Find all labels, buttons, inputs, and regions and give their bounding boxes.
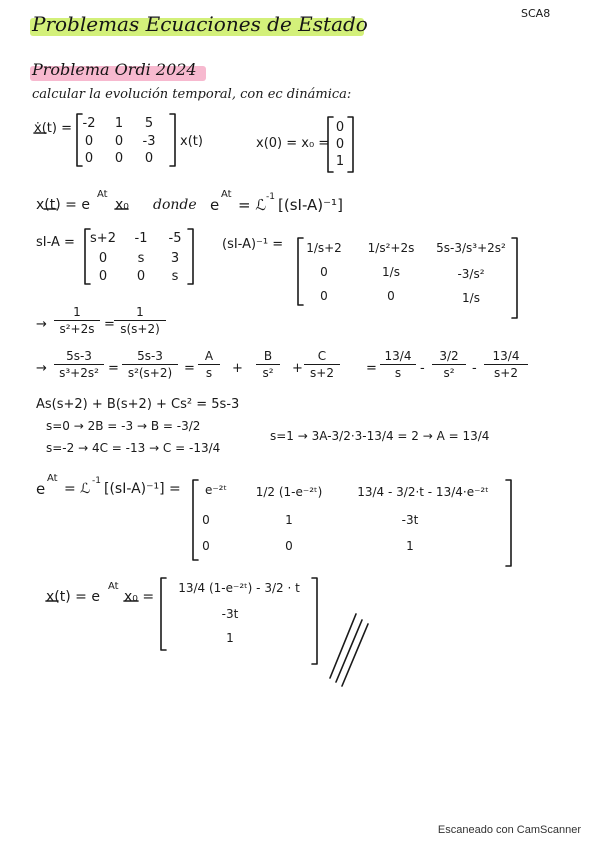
page-title: Problemas Ecuaciones de Estado [32,12,368,36]
frac2-eq3: = [366,361,377,376]
inv-left-bracket [298,238,303,305]
eAt-left-bracket [193,480,198,560]
coef-s0: s=0 → 2B = -3 → B = -3/2 [46,419,201,433]
xt-after-matrix: x(t) [180,134,203,149]
eAt-lhs-rest: = ℒ [64,481,91,497]
laplace-arg: [(sI-A)⁻¹] [278,196,343,214]
frac2-a-den: s³+2s² [59,366,99,380]
A-13: 5 [144,116,154,131]
frac1-d1: s²+2s [59,322,95,336]
sIA-left-bracket [85,229,90,284]
final-3: 1 [226,631,234,645]
eAt-31: 0 [202,539,210,553]
frac2-r1-den: s [394,366,402,380]
frac1-eq: = [104,317,115,332]
frac2-A-den: s [205,366,213,380]
sIA-11: s+2 [90,231,116,246]
coef-s2: s=-2 → 4C = -13 → C = -13/4 [46,441,221,455]
inv-31: 0 [320,289,328,303]
A-matrix-left-bracket [77,114,82,166]
inv-13: 5s-3/s³+2s² [436,241,506,255]
frac2-r3-den: s+2 [494,366,518,380]
A-33: 0 [144,151,154,166]
eAt-lhs-exp: At [47,473,58,484]
eAt-lhs-e: e [36,480,46,498]
problem-title: Problema Ordi 2024 [32,60,197,79]
sIA-12: -1 [134,231,148,246]
coef-equation: As(s+2) + B(s+2) + Cs² = 5s-3 [36,397,240,412]
frac1-n2: 1 [114,306,166,321]
sIA-33: s [171,269,179,284]
inv-11: 1/s+2 [306,241,342,255]
x0-2: 0 [335,137,345,152]
frac2-minus2: - [472,361,477,376]
eAt-lhs-inv: -1 [92,476,101,486]
coef-s1: s=1 → 3A-3/2·3-13/4 = 2 → A = 13/4 [270,429,490,443]
problem-statement: calcular la evolución temporal, con ec dinámica: [32,87,352,102]
eAt-base: e [210,196,220,214]
sIA-31: 0 [98,269,108,284]
frac2-b-den: s²(s+2) [127,366,173,380]
A-12: 1 [114,116,124,131]
A-23: -3 [142,134,156,149]
final-2: -3t [221,607,239,621]
page-code: SCA8 [521,7,551,20]
frac2-plus1: + [232,361,243,376]
final-exp: At [108,581,119,592]
sIA-13: -5 [168,231,182,246]
final-lhs: x(t) = e [46,589,100,605]
x0-left-bracket [328,117,333,172]
sIA-32: 0 [136,269,146,284]
end-mark-stroke-3 [342,624,368,686]
arrow-1: → [36,317,47,332]
frac2-B-num: B [256,350,280,365]
sIA-right-bracket [188,229,193,284]
eAt-lhs-arg: [(sI-A)⁻¹] = [104,481,181,497]
frac2-eq1: = [108,361,119,376]
frac2-r2-num: 3/2 [432,350,466,365]
sIA-label: sI-A = [36,235,75,250]
arrow-2: → [36,361,47,376]
sIA-21: 0 [98,251,108,266]
A-matrix-right-bracket [170,114,175,166]
scanner-footer: Escaneado con CamScanner [437,824,581,836]
x0-label: x(0) = x₀ = [256,136,330,151]
frac2-C-den: s+2 [310,366,334,380]
frac2-b-num: 5s-3 [122,350,178,365]
final-x0: x₀ = [124,589,155,605]
sIA-inv-label: (sI-A)⁻¹ = [222,237,284,252]
A-31: 0 [84,151,94,166]
inv-right-bracket [512,238,517,318]
eAt-12: 1/2 (1-e⁻²ᵗ) [255,485,323,499]
A-32: 0 [114,151,124,166]
final-1: 13/4 (1-e⁻²ᵗ) - 3/2 · t [178,581,300,595]
A-11: -2 [82,116,96,131]
A-22: 0 [114,134,124,149]
eAt-22: 1 [285,513,293,527]
eAt-23: -3t [401,513,419,527]
eAt-33: 1 [406,539,414,553]
eAt-32: 0 [285,539,293,553]
xt-x0: x₀ [115,197,129,213]
final-right-bracket [312,578,317,664]
xt-solution: x(t) = e [36,197,90,213]
frac1-d2: s(s+2) [120,322,160,336]
x0-3: 1 [335,154,345,169]
frac1-n1: 1 [54,306,100,321]
frac2-r1-num: 13/4 [380,350,416,365]
frac2-r3-num: 13/4 [484,350,528,365]
inv-33: 1/s [462,291,480,305]
eAt-13: 13/4 - 3/2·t - 13/4·e⁻²ᵗ [357,485,489,499]
laplace-eq: = ℒ [238,196,267,214]
eAt-21: 0 [202,513,210,527]
eAt-right-bracket [506,480,511,566]
inv-22: 1/s [382,265,400,279]
laplace-inv: -1 [266,192,275,202]
frac2-A-num: A [198,350,220,365]
sIA-23: 3 [170,251,180,266]
A-21: 0 [84,134,94,149]
inv-32: 0 [387,289,395,303]
xdot-label: ẋ(t) = [34,121,72,136]
final-left-bracket [161,578,166,650]
eAt-exp: At [221,189,232,200]
xt-exp: At [97,189,108,200]
frac2-plus2: + [292,361,303,376]
inv-23: -3/s² [457,267,485,281]
x0-1: 0 [335,120,345,135]
frac2-a-num: 5s-3 [54,350,104,365]
frac2-C-num: C [304,350,340,365]
donde-word: donde [153,197,197,213]
x0-right-bracket [348,117,353,172]
inv-21: 0 [320,265,328,279]
frac2-r2-den: s² [443,366,455,380]
eAt-11: e⁻²ᵗ [204,483,228,497]
sIA-22: s [137,251,145,266]
frac2-minus1: - [420,361,425,376]
frac2-eq2: = [184,361,195,376]
inv-12: 1/s²+2s [367,241,415,255]
frac2-B-den: s² [262,366,274,380]
end-mark-stroke-1 [330,614,356,678]
